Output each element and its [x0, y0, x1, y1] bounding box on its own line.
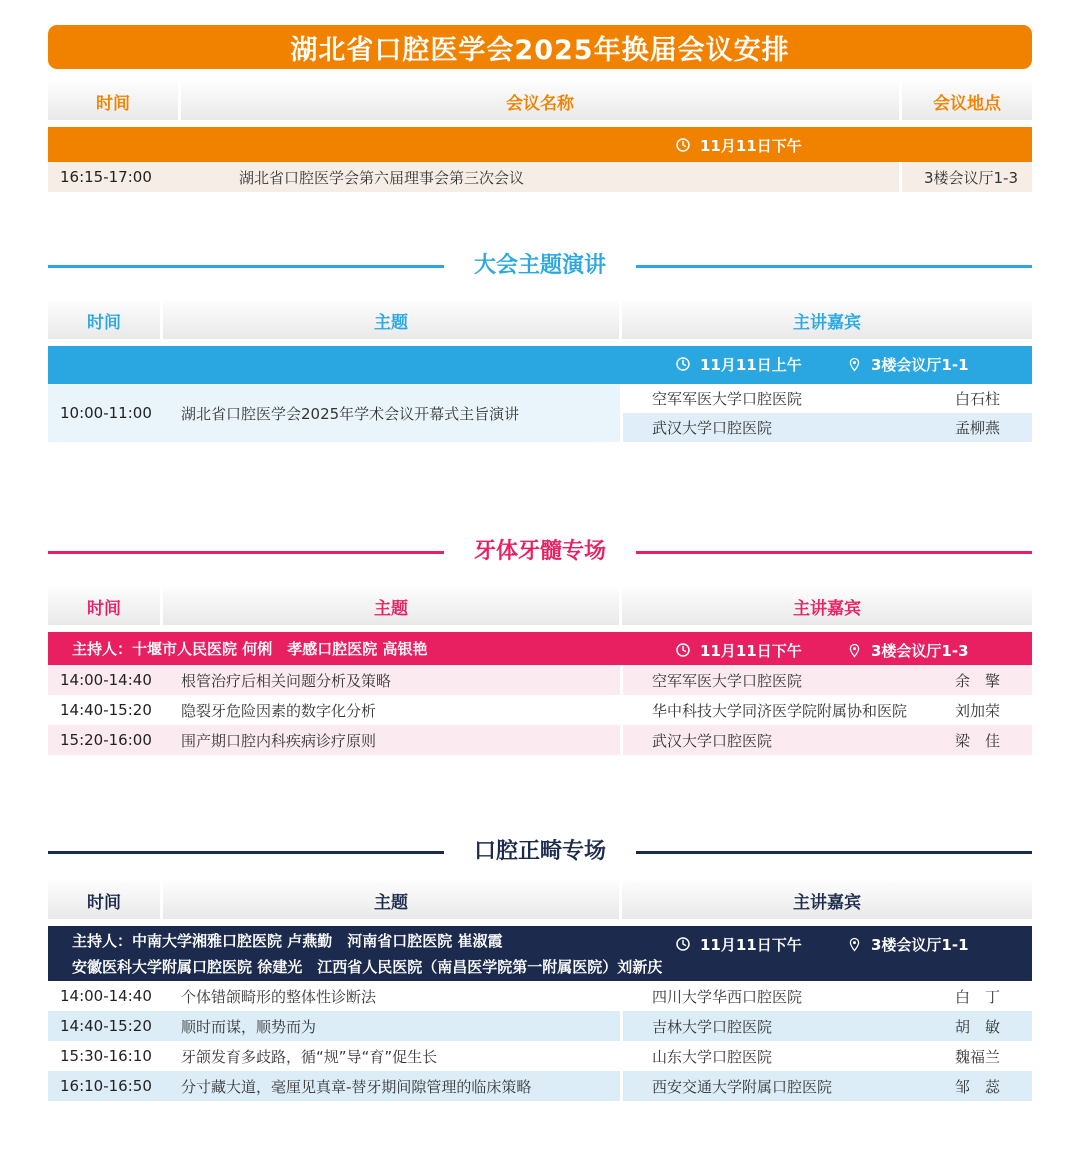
session-location-label: 3楼会议厅1-3: [871, 641, 969, 660]
table-header-row: [48, 587, 1032, 625]
speaker-line: [623, 700, 1032, 721]
speaker-org: 华中科技大学同济医学院附属协和医院: [652, 701, 908, 720]
speaker-line: [623, 1076, 1032, 1097]
time-cell: 14:40-15:20: [60, 701, 152, 719]
row-left: [48, 725, 620, 755]
session-location: [847, 346, 969, 382]
section-orthodontics: [48, 837, 1032, 1101]
table-header-row: [48, 82, 1032, 120]
column-header: 主讲嘉宾: [622, 587, 1032, 625]
speaker-line: [623, 1046, 1032, 1067]
row-left: [48, 665, 620, 695]
row-left: [48, 695, 620, 725]
speakers-cell: [623, 981, 1032, 1011]
speaker-name: 白石柱: [954, 390, 1000, 408]
schedule-page: [0, 25, 1080, 1153]
column-header: 会议名称: [181, 82, 899, 120]
session-band: [48, 926, 1032, 981]
speaker-org: 武汉大学口腔医院: [652, 419, 773, 437]
location-pin-icon: [847, 937, 862, 952]
topic-cell: 围产期口腔内科疾病诊疗原则: [181, 731, 377, 750]
speakers-cell: [623, 725, 1032, 755]
session-location-label: 3楼会议厅1-1: [871, 355, 969, 374]
table-row: [48, 695, 1032, 725]
session-date: [675, 632, 802, 668]
section-title-text: 口腔正畸专场: [474, 839, 607, 864]
speaker-name: 刘加荣: [954, 701, 1000, 720]
speaker-line: [623, 413, 1032, 442]
title-rule-left: [48, 265, 444, 268]
speaker-org: 空军军医大学口腔医院: [652, 390, 803, 408]
column-header: 主题: [163, 301, 619, 339]
speaker-line: [623, 730, 1032, 751]
topic-cell: 牙颌发育多歧路，循“规”导“育”促生长: [181, 1047, 438, 1066]
speaker-name: 孟柳燕: [954, 419, 1000, 437]
speaker-org: 四川大学华西口腔医院: [652, 987, 803, 1006]
table-row: [48, 1011, 1032, 1041]
speakers-cell: [623, 1011, 1032, 1041]
session-date: [675, 127, 802, 163]
title-rule-right: [636, 265, 1032, 268]
session-date-label: 11月11日下午: [700, 641, 802, 660]
section-title: [48, 251, 1032, 281]
speaker-name: 魏福兰: [954, 1047, 1000, 1066]
speaker-org: 吉林大学口腔医院: [652, 1017, 773, 1036]
time-cell: 16:15-17:00: [60, 168, 152, 186]
topic-cell: 根管治疗后相关问题分析及策略: [181, 671, 392, 690]
speakers-cell: [623, 1071, 1032, 1101]
session-location: [847, 632, 969, 668]
table-row: [48, 725, 1032, 755]
speakers-cell: [623, 384, 1032, 442]
session-band: [48, 632, 1032, 665]
speaker-line: [623, 1016, 1032, 1037]
table-row: [48, 1041, 1032, 1071]
board-meeting-table: [48, 82, 1032, 192]
table-row: [48, 1071, 1032, 1101]
section-title: [48, 837, 1032, 867]
title-rule-right: [636, 551, 1032, 554]
session-date: [675, 346, 802, 382]
host-line: 安徽医科大学附属口腔医院 徐建光 江西省人民医院（南昌医学院第一附属医院）刘新庆: [72, 958, 663, 976]
speakers-cell: [623, 1041, 1032, 1071]
content-container: [48, 25, 1032, 1101]
row-left: [48, 384, 620, 442]
session-location: [847, 926, 969, 962]
location-pin-icon: [847, 357, 862, 372]
session-date-label: 11月11日下午: [700, 136, 802, 155]
table-row: [48, 665, 1032, 695]
speaker-org: 武汉大学口腔医院: [652, 731, 773, 750]
row-left: [48, 981, 620, 1011]
column-header: 主题: [163, 587, 619, 625]
column-header: 会议地点: [902, 82, 1032, 120]
location-cell: 3楼会议厅1-3: [902, 162, 1032, 192]
column-header: 时间: [48, 301, 160, 339]
table-row: [48, 981, 1032, 1011]
host-line: 主持人：十堰市人民医院 何俐 孝感口腔医院 高银艳: [72, 639, 428, 658]
speaker-name: 胡 敏: [954, 1017, 1000, 1036]
row-left: [48, 1041, 620, 1071]
title-rule-left: [48, 551, 444, 554]
time-cell: 16:10-16:50: [60, 1077, 152, 1095]
row-left: [48, 1071, 620, 1101]
speaker-org: 空军军医大学口腔医院: [652, 671, 803, 690]
title-rule-left: [48, 851, 444, 854]
location-pin-icon: [847, 643, 862, 658]
topic-cell: 分寸藏大道，毫厘见真章-替牙期间隙管理的临床策略: [181, 1077, 532, 1096]
column-header: 主讲嘉宾: [622, 301, 1032, 339]
session-location-label: 3楼会议厅1-1: [871, 935, 969, 954]
speaker-line: [623, 670, 1032, 691]
clock-icon: [675, 642, 691, 658]
time-cell: 14:40-15:20: [60, 1017, 152, 1035]
time-cell: 15:30-16:10: [60, 1047, 152, 1065]
column-header: 时间: [48, 587, 160, 625]
table-row: [48, 162, 1032, 192]
session-band: [48, 127, 1032, 162]
speaker-name: 余 擎: [954, 671, 1000, 690]
speaker-line: [623, 986, 1032, 1007]
speaker-name: 白 丁: [954, 987, 1000, 1006]
session-sections: [48, 251, 1032, 1101]
table-header-row: [48, 881, 1032, 919]
speaker-org: 山东大学口腔医院: [652, 1047, 773, 1066]
topic-cell: 顺时而谋，顺势而为: [181, 1017, 317, 1036]
section-endodontics: [48, 537, 1032, 755]
section-keynote: [48, 251, 1032, 442]
speaker-name: 梁 佳: [954, 731, 1000, 750]
title-rule-right: [636, 851, 1032, 854]
column-header: 主讲嘉宾: [622, 881, 1032, 919]
time-cell: 10:00-11:00: [60, 404, 152, 422]
session-date-label: 11月11日上午: [700, 355, 802, 374]
speakers-cell: [623, 665, 1032, 695]
speaker-name: 邹 蕊: [954, 1077, 1000, 1096]
column-header: 时间: [48, 881, 160, 919]
section-title-text: 大会主题演讲: [474, 253, 607, 278]
time-cell: 14:00-14:40: [60, 987, 152, 1005]
clock-icon: [675, 356, 691, 372]
host-line: 主持人：中南大学湘雅口腔医院 卢燕勤 河南省口腔医院 崔淑霞: [72, 932, 503, 950]
session-date-label: 11月11日下午: [700, 935, 802, 954]
speaker-line: [623, 384, 1032, 413]
column-header: 主题: [163, 881, 619, 919]
table-header-row: [48, 301, 1032, 339]
speakers-cell: [623, 695, 1032, 725]
time-cell: 14:00-14:40: [60, 671, 152, 689]
session-date: [675, 926, 802, 962]
section-title: [48, 537, 1032, 567]
topic-cell: 个体错颌畸形的整体性诊断法: [181, 987, 377, 1006]
session-band: [48, 346, 1032, 384]
topic-cell: 隐裂牙危险因素的数字化分析: [181, 701, 377, 720]
clock-icon: [675, 137, 691, 153]
column-header: 时间: [48, 82, 178, 120]
meeting-name-cell: 湖北省口腔医学会第六届理事会第三次会议: [239, 168, 525, 187]
row-left: [48, 1011, 620, 1041]
page-title: 湖北省口腔医学会2025年换届会议安排: [48, 25, 1032, 69]
clock-icon: [675, 936, 691, 952]
speaker-org: 西安交通大学附属口腔医院: [652, 1077, 833, 1096]
row-left: [48, 162, 899, 192]
topic-cell: 湖北省口腔医学会2025年学术会议开幕式主旨演讲: [181, 404, 520, 423]
section-title-text: 牙体牙髓专场: [474, 539, 607, 564]
table-row: [48, 384, 1032, 442]
time-cell: 15:20-16:00: [60, 731, 152, 749]
